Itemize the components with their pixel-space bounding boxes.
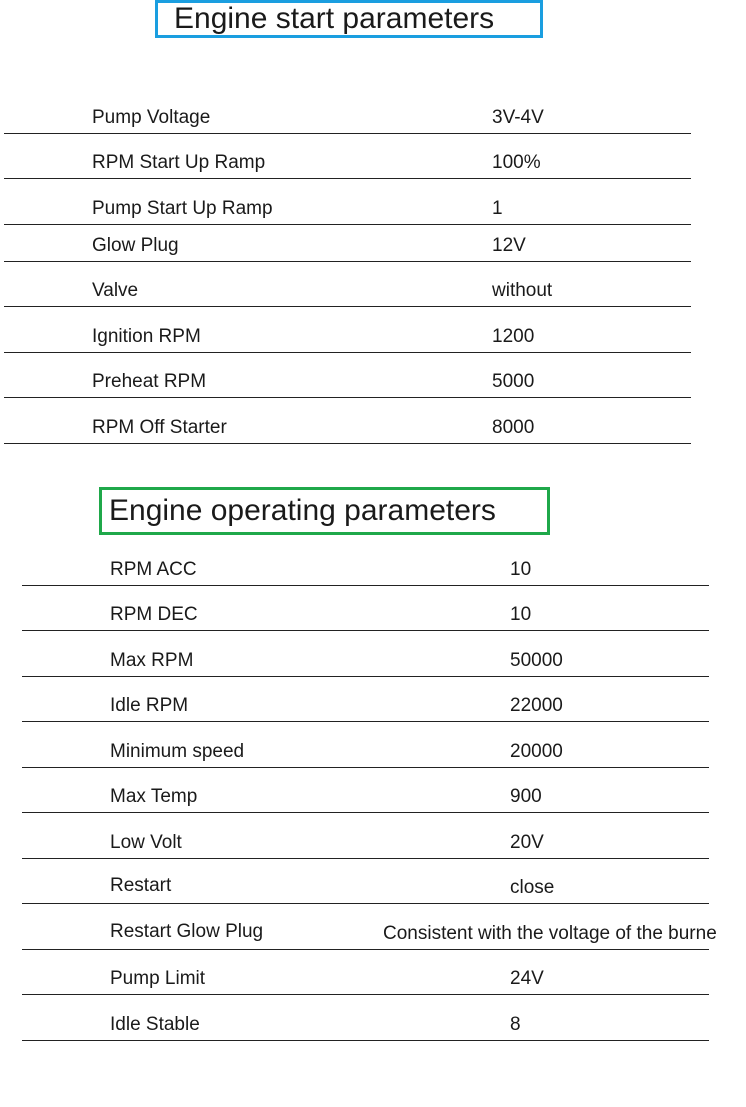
param-label: Restart Glow Plug (110, 920, 264, 942)
param-value: 1 (492, 197, 503, 219)
param-label: Max RPM (110, 649, 194, 671)
table-row (22, 586, 709, 632)
engine-operating-parameters-title (99, 487, 550, 535)
param-label: Restart (110, 875, 172, 896)
param-label: Preheat RPM (92, 371, 207, 392)
table-row (22, 540, 709, 586)
param-value: 1200 (492, 325, 535, 347)
param-value: without (492, 280, 553, 301)
param-value: 10 (510, 558, 532, 580)
table-row (4, 134, 691, 180)
param-value: 50000 (510, 649, 563, 671)
table-row (4, 262, 691, 308)
param-value: close (510, 877, 555, 898)
table-row (4, 398, 691, 444)
param-value: 20V (510, 831, 544, 853)
param-value: 8000 (492, 416, 535, 438)
param-label: RPM DEC (110, 604, 198, 625)
param-value: 22000 (510, 695, 563, 716)
param-value: 8 (510, 1013, 521, 1035)
table-row (4, 225, 691, 262)
table-row (22, 677, 709, 723)
param-label: Pump Voltage (92, 106, 211, 128)
table-row (4, 307, 691, 353)
param-label: Idle Stable (110, 1013, 200, 1035)
param-value: 100% (492, 152, 541, 173)
engine-operating-parameters-table (22, 540, 717, 1041)
table-row (22, 859, 709, 905)
param-label: Pump Start Up Ramp (92, 197, 273, 219)
param-value: 5000 (492, 371, 535, 392)
engine-start-parameters-title (155, 0, 543, 38)
param-label: Ignition RPM (92, 325, 201, 347)
table-row (22, 813, 709, 859)
engine-start-parameters-title-text: Engine start parameters (174, 2, 495, 35)
param-label: RPM Start Up Ramp (92, 152, 266, 173)
param-value: 24V (510, 968, 544, 989)
table-row (22, 631, 709, 677)
param-label: Glow Plug (92, 234, 179, 256)
param-label: Low Volt (110, 831, 182, 853)
param-value: 10 (510, 604, 532, 625)
param-value: 3V-4V (492, 106, 544, 128)
param-label: RPM Off Starter (92, 416, 227, 438)
table-row (22, 995, 709, 1041)
param-label: Idle RPM (110, 695, 189, 716)
param-value: Consistent with the voltage of the burne (383, 922, 717, 944)
param-label: Pump Limit (110, 968, 206, 989)
table-row (22, 768, 709, 814)
param-label: Minimum speed (110, 740, 245, 762)
table-row (22, 950, 709, 996)
table-row (4, 179, 691, 225)
param-label: Valve (92, 280, 139, 301)
engine-operating-parameters-title-text: Engine operating parameters (109, 494, 496, 527)
table-row (22, 722, 709, 768)
engine-start-parameters-table (4, 88, 691, 444)
param-value: 12V (492, 234, 526, 256)
param-value: 20000 (510, 740, 563, 762)
param-value: 900 (510, 786, 542, 807)
param-label: Max Temp (110, 786, 198, 807)
table-row (4, 353, 691, 399)
table-row (4, 88, 691, 134)
param-label: RPM ACC (110, 558, 197, 580)
table-row (22, 904, 717, 950)
